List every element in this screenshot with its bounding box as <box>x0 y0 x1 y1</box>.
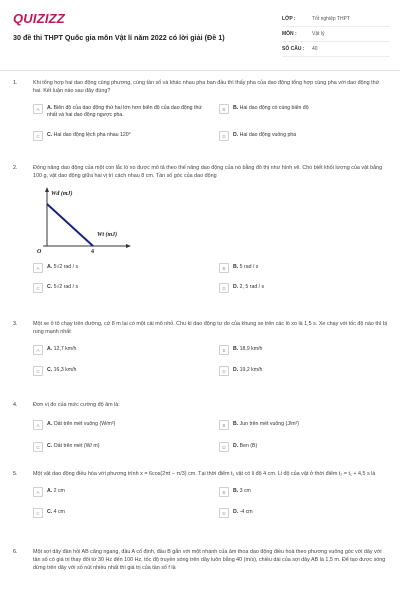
option-text: -4 cm <box>239 509 253 515</box>
option-letter-box: A <box>33 420 43 430</box>
energy-graph <box>33 184 133 254</box>
option-text: 3 cm <box>239 488 251 494</box>
question-text: Đơn vị đo của mức cường độ âm là: <box>33 402 120 408</box>
option-text: Ben (B) <box>239 443 258 449</box>
question-text: Một xe ô tô chạy trên đường, cứ 8 m lại có một cái mô nhỏ. Chu kì dao động tự do của khung xe trên các lò xo là 1,5 s. Xe chạy với tốc độ nào thì bị rung mạnh nhất <box>33 321 388 335</box>
option-text: Hai dao động có cùng biên độ <box>239 105 309 111</box>
option-d[interactable] <box>219 283 389 293</box>
option-letter-box: A <box>33 104 43 114</box>
question-1 <box>13 79 389 144</box>
meta-row-class <box>282 12 390 27</box>
option-d[interactable] <box>219 508 389 518</box>
option-prefix: C. <box>47 132 53 138</box>
option-prefix: D. <box>233 443 239 449</box>
option-letter-box: B <box>219 487 229 497</box>
option-text: 4 cm <box>53 509 65 515</box>
option-b[interactable] <box>219 345 389 355</box>
y-axis-label: Wđ (mJ) <box>51 191 73 197</box>
meta-key: MÔN : <box>282 31 297 37</box>
option-text: Oát trên mét vuông (W/m²) <box>53 421 116 427</box>
option-text: 5 rad / s <box>239 264 259 270</box>
energy-line <box>47 204 93 246</box>
option-b[interactable] <box>219 263 389 273</box>
meta-row-count <box>282 42 390 57</box>
question-5 <box>13 470 389 517</box>
option-text: Hai dao động vuông pha <box>239 132 297 138</box>
option-b[interactable] <box>219 420 389 430</box>
options <box>33 345 389 375</box>
option-letter-box: D <box>219 508 229 518</box>
option-letter-box: B <box>219 263 229 273</box>
question-number: 1. <box>13 80 18 86</box>
question-text: Một vật dao động điều hòa với phương trình x = 6cos(2πt − π/3) cm. Tại thời điểm t₁ vật có li độ 4 cm. Li độ của vật ở thời điểm t₂ = t₁ + 4,5 s là <box>33 471 376 477</box>
question-3 <box>13 320 389 375</box>
option-prefix: B. <box>233 488 239 494</box>
meta-table <box>282 12 390 57</box>
option-prefix: B. <box>233 105 239 111</box>
meta-value: Vật lý <box>312 31 325 37</box>
option-c[interactable] <box>33 442 208 452</box>
option-d[interactable] <box>219 442 389 452</box>
option-c[interactable] <box>33 366 208 376</box>
option-text: 12,7 km/h <box>53 346 77 352</box>
option-prefix: C. <box>47 443 53 449</box>
meta-value: Tốt nghiệp THPT <box>312 16 350 22</box>
option-a[interactable] <box>33 487 208 497</box>
question-6 <box>13 548 389 572</box>
x-tick-label: 4 <box>91 249 94 254</box>
options <box>33 420 389 450</box>
option-letter-box: D <box>219 283 229 293</box>
option-letter-box: D <box>219 366 229 376</box>
x-axis-arrow <box>126 244 131 248</box>
option-text: 18,9 km/h <box>239 346 263 352</box>
option-text: Hai dao động lệch pha nhau 120° <box>53 132 131 138</box>
option-prefix: A. <box>47 346 53 352</box>
option-letter-box: C <box>33 442 43 452</box>
options <box>33 487 389 517</box>
option-letter-box: B <box>219 345 229 355</box>
question-text: Khi tổng hợp hai dao động cùng phương, cùng tần số và khác nhau pha ban đầu thì thấy pha của dao động tổng hợp cùng pha với dao động thứ hai. Kết luận nào sau đây đúng? <box>33 80 380 94</box>
question-2 <box>13 164 389 293</box>
option-prefix: B. <box>233 346 239 352</box>
meta-key: LỚP : <box>282 16 296 22</box>
option-prefix: A. <box>47 105 53 111</box>
option-a[interactable] <box>33 104 208 119</box>
option-prefix: D. <box>233 367 239 373</box>
option-text: 5√2 rad / s <box>53 284 79 290</box>
option-text: Jun trên mét vuông (J/m²) <box>239 421 300 427</box>
option-b[interactable] <box>219 104 389 114</box>
meta-row-subject <box>282 27 390 42</box>
option-text: 19,2 km/h <box>239 367 263 373</box>
option-a[interactable] <box>33 420 208 430</box>
option-text: 2 cm <box>53 488 65 494</box>
option-letter-box: C <box>33 131 43 141</box>
question-4 <box>13 401 389 450</box>
option-text: 2, 5 rad / s <box>239 284 265 290</box>
document-title: 30 đề thi THPT Quốc gia môn Vật lí năm 2022 có lời giải (Đề 1) <box>13 33 225 42</box>
option-prefix: C. <box>47 284 53 290</box>
option-letter-box: C <box>33 366 43 376</box>
option-letter-box: D <box>219 131 229 141</box>
option-letter-box: C <box>33 283 43 293</box>
option-letter-box: A <box>33 487 43 497</box>
option-prefix: D. <box>233 132 239 138</box>
option-letter-box: B <box>219 104 229 114</box>
meta-key: SỐ CÂU : <box>282 46 305 52</box>
option-text: 5√2 rad / s <box>53 264 79 270</box>
option-a[interactable] <box>33 263 208 273</box>
option-b[interactable] <box>219 487 389 497</box>
question-number: 2. <box>13 165 18 171</box>
option-text: Biên độ của dao động thứ hai lớn hơn biên độ của dao động thứ nhất và hai dao động ngược pha. <box>47 105 202 118</box>
option-letter-box: C <box>33 508 43 518</box>
option-prefix: B. <box>233 421 239 427</box>
option-prefix: D. <box>233 509 239 515</box>
option-c[interactable] <box>33 283 208 293</box>
option-prefix: C. <box>47 509 53 515</box>
option-prefix: A. <box>47 264 53 270</box>
option-prefix: A. <box>47 421 53 427</box>
question-text: Một sợi dây đàn hồi AB căng ngang, đầu A cố định, đầu B gắn với một nhánh của âm thoa dao động điều hoà theo phương vuông góc với dây với tần số có giá trị thay đổi từ 30 Hz đến 100 Hz, tốc độ truyền sóng trên dây luôn bằng 40 (m/s), chiều dài của sợi dây AB là 1,5 m. Để tạo được sóng dừng trên dây với số nút nhiều nhất thì giá trị của tần số f là <box>33 549 386 571</box>
option-prefix: A. <box>47 488 53 494</box>
option-letter-box: B <box>219 420 229 430</box>
options <box>33 104 389 144</box>
option-text: 16,3 km/h <box>53 367 77 373</box>
option-prefix: C. <box>47 367 53 373</box>
option-c[interactable] <box>33 131 208 141</box>
x-axis-label: Wt (mJ) <box>97 232 118 238</box>
option-text: Oát trên mét (W/ m) <box>53 443 100 449</box>
option-a[interactable] <box>33 345 208 355</box>
option-letter-box: A <box>33 263 43 273</box>
quizizz-logo: QUIZIZZ <box>13 11 65 26</box>
options <box>33 263 389 293</box>
question-number: 6. <box>13 549 18 555</box>
option-prefix: D. <box>233 284 239 290</box>
question-number: 4. <box>13 402 18 408</box>
option-d[interactable] <box>219 131 389 141</box>
question-number: 5. <box>13 471 18 477</box>
meta-value: 40 <box>312 46 318 52</box>
page-header <box>0 0 400 71</box>
y-axis-arrow <box>45 187 49 192</box>
question-number: 3. <box>13 321 18 327</box>
option-c[interactable] <box>33 508 208 518</box>
option-letter-box: D <box>219 442 229 452</box>
option-d[interactable] <box>219 366 389 376</box>
origin-label: O <box>37 249 42 254</box>
option-letter-box: A <box>33 345 43 355</box>
question-text: Động năng dao động của một con lắc lò xo được mô tả theo thế năng dao động của nó bằng đồ thị như hình vẽ. Cho biết khối lượng của vật bằng 100 g, vật dao động giữa hai vị trí cách nhau 8 cm. Tần số góc của dao động <box>33 165 383 179</box>
option-prefix: B. <box>233 264 239 270</box>
